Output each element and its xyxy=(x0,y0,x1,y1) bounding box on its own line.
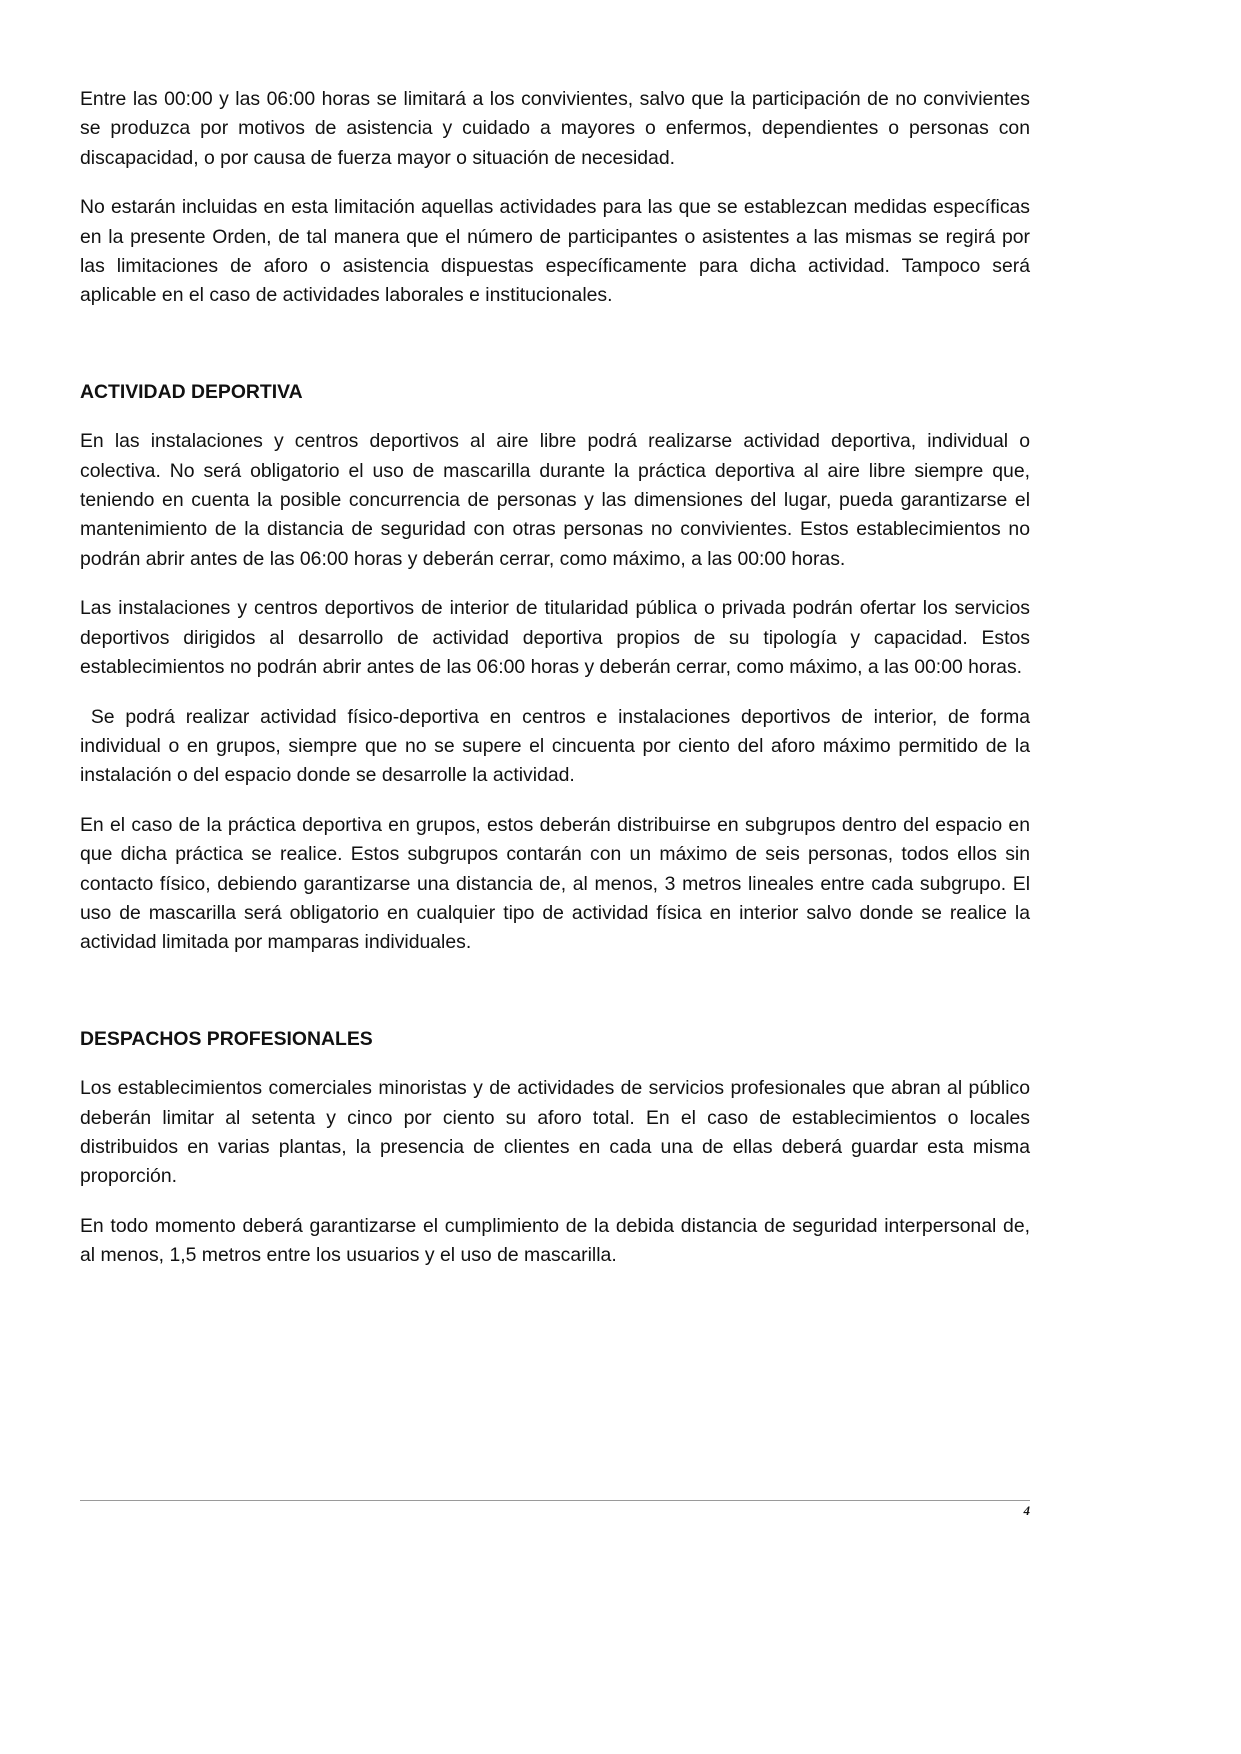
paragraph-intro-2: No estarán incluidas en esta limitación aquellas actividades para las que se establezcan medidas específicas en la presente Orden, de tal manera que el número de participantes o asistentes a las mismas se regirá por las limitaciones de aforo o asistencia dispuestas específicamente para dicha actividad. Tampoco será aplicable en el caso de actividades laborales e institucionales. xyxy=(80,196,1030,307)
paragraph-intro-1: Entre las 00:00 y las 06:00 horas se limitará a los convivientes, salvo que la participación de no convivientes se produzca por motivos de asistencia y cuidado a mayores o enfermos, dependientes o personas con discapacidad, o por causa de fuerza mayor o situación de necesidad. xyxy=(80,88,1030,169)
paragraph-sport-3: Se podrá realizar actividad físico-deportiva en centros e instalaciones deportivos de interior, de forma individual o en grupos, siempre que no se supere el cincuenta por ciento del aforo máximo permitido de la instalación o del espacio donde se desarrolle la actividad. xyxy=(80,705,1036,787)
paragraph-sport-1: En las instalaciones y centros deportivos al aire libre podrá realizarse actividad deportiva, individual o colectiva. No será obligatorio el uso de mascarilla durante la práctica deportiva al aire libre siempre que, teniendo en cuenta la posible concurrencia de personas y las dimensiones del lugar, pueda garantizarse el mantenimiento de la distancia de seguridad con otras personas no convivientes. Estos establecimientos no podrán abrir antes de las 06:00 horas y deberán cerrar, como máximo, a las 00:00 horas. xyxy=(80,430,1030,570)
paragraph-sport-2: Las instalaciones y centros deportivos de interior de titularidad pública o privada podrán ofertar los servicios deportivos dirigidos al desarrollo de actividad deportiva propios de su tipología y capacidad. Estos establecimientos no podrán abrir antes de las 06:00 horas y deberán cerrar, como máximo, a las 00:00 horas. xyxy=(80,597,1030,679)
footer-divider xyxy=(80,1500,1030,1501)
document-body xyxy=(80,85,1036,1291)
paragraph-sport-4: En el caso de la práctica deportiva en grupos, estos deberán distribuirse en subgrupos dentro del espacio en que dicha práctica se realice. Estos subgrupos contarán con un máximo de seis personas, todos ellos sin contacto físico, debiendo garantizarse una distancia de, al menos, 3 metros lineales entre cada subgrupo. El uso de mascarilla será obligatorio en cualquier tipo de actividad física en interior salvo donde se realice la actividad limitada por mamparas individuales. xyxy=(80,813,1030,954)
paragraph-offices-1: Los establecimientos comerciales minoristas y de actividades de servicios profesionales que abran al público deberán limitar al setenta y cinco por ciento su aforo total. En el caso de establecimientos o locales distribuidos en varias plantas, la presencia de clientes en cada una de ellas deberá guardar esta misma proporción. xyxy=(80,1077,1030,1188)
paragraph-offices-2: En todo momento deberá garantizarse el cumplimiento de la debida distancia de seguridad interpersonal de, al menos, 1,5 metros entre los usuarios y el uso de mascarilla. xyxy=(80,1214,1030,1267)
section-heading-despachos-profesionales: DESPACHOS PROFESIONALES xyxy=(80,1027,373,1050)
section-heading-actividad-deportiva: ACTIVIDAD DEPORTIVA xyxy=(80,380,303,403)
page-number: 4 xyxy=(1023,1503,1030,1518)
